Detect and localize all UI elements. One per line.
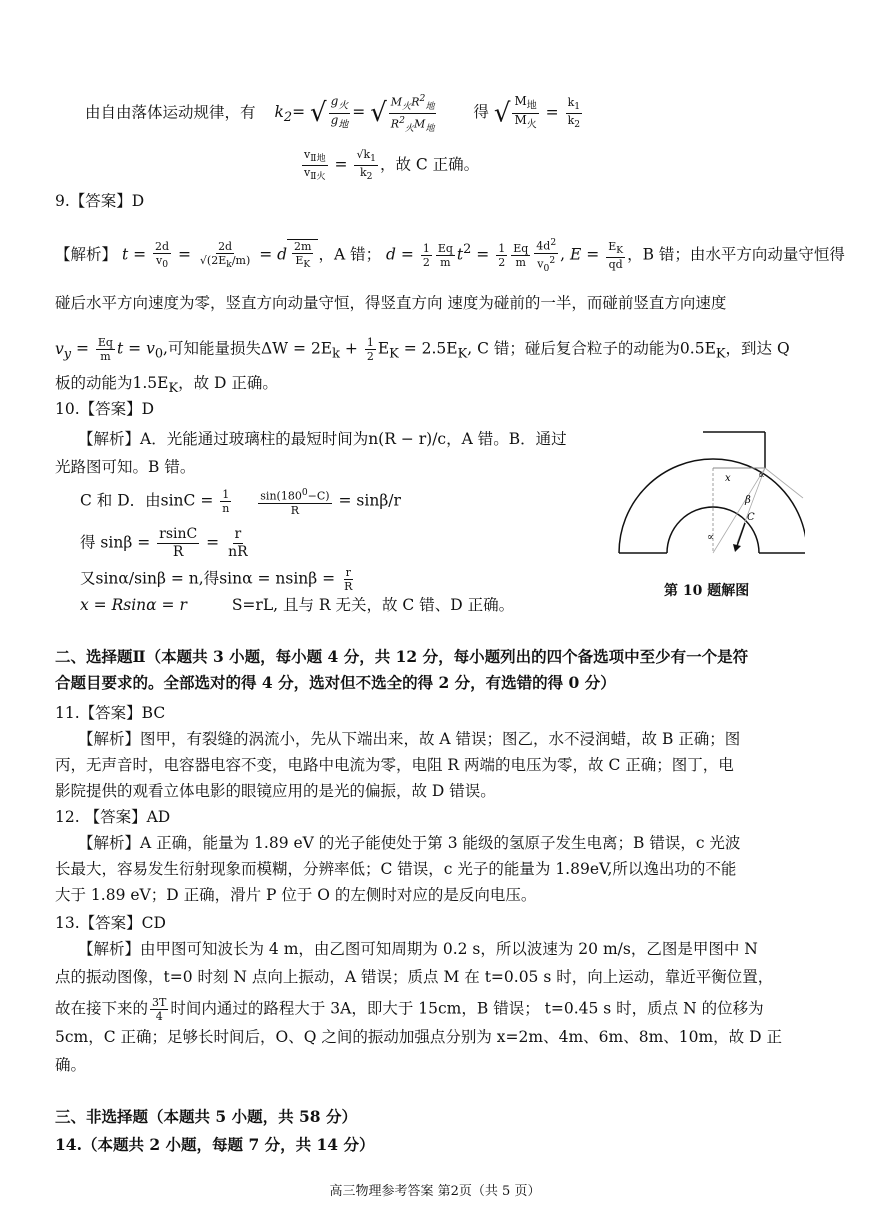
section2-heading-1: 二、选择题Ⅱ（本题共 3 小题，每小题 4 分，共 12 分，每小题列出的四个备选项中至少有一个是符: [55, 647, 749, 666]
q10-figure: [615, 428, 805, 568]
q10-explain-3: C 和 D．由sinC = $\frac{1}{n}$ $\frac{\sin(180^0-C)}{R}$ = sinβ/r: [80, 487, 401, 517]
q13-explain-4: 5cm，C 正确；足够长时间后，O、Q 之间的振动加强点分别为 x=2m、4m、6m、8m、10m，故 D 正: [55, 1028, 782, 1046]
q9-answer: 9.【答案】D: [55, 192, 145, 210]
q11-explain-3: 影院提供的观看立体电影的眼镜应用的是光的偏振，故 D 错误。: [55, 782, 496, 800]
q9-explain-4: 板的动能为$1.5E_K$，故 D 正确。: [55, 374, 278, 397]
q10-explain-6: x = Rsinα = r S=rL, 且与 R 无关，故 C 错、D 正确。: [80, 596, 515, 614]
q9-explain-2: 碰后水平方向速度为零，竖直方向动量守恒，得竖直方向 速度为碰前的一半，而碰前竖直方向速度: [55, 294, 727, 312]
svg-text:C: C: [747, 512, 755, 523]
q10-explain-4: 得 sinβ = $\frac{rsinC}{R}$ = $\frac{r}{nR}$: [80, 526, 248, 560]
svg-text:β: β: [745, 495, 751, 506]
q12-explain-1: 【解析】A 正确，能量为 1.89 eV 的光子能使处于第 3 能级的氢原子发生电离；B 错误，c 光波: [78, 834, 741, 852]
q11-explain-1: 【解析】图甲，有裂缝的涡流小，先从下端出来，故 A 错误；图乙，水不浸润蜡，故 B 正确；图: [78, 730, 741, 748]
q14-heading: 14.（本题共 2 小题，每题 7 分，共 14 分）: [55, 1135, 375, 1154]
q13-explain-1: 【解析】由甲图可知波长为 4 m，由乙图可知周期为 0.2 s，所以波速为 20 m/s，乙图是甲图中 N: [78, 940, 758, 958]
q13-explain-2: 点的振动图像，t=0 时刻 N 点向上振动，A 错误；质点 M 在 t=0.05 s 时，向上运动，靠近平衡位置，: [55, 968, 774, 986]
q12-explain-2: 长最大，容易发生衍射现象而模糊，分辨率低；C 错误，c 光子的能量为 1.89eV,所以逸出功的不能: [55, 860, 737, 878]
q10-explain-2: 光路图可知。B 错。: [55, 458, 196, 476]
q13-explain-5: 确。: [55, 1056, 87, 1074]
velocity-ratio: $\frac{v_{Ⅱ地}}{v_{Ⅱ火}}$ = $\frac{√k_1}{k_2}$ ，故 C 正确。: [304, 148, 480, 183]
q13-answer: 13.【答案】CD: [55, 914, 166, 932]
free-fall-intro: 由自由落体运动规律，有 $k_2=$ √ $\frac{g_火}{g_地}$ = √ $\frac{M_火R^2_地}{R^2_火M_地}$ 得 √ $\frac{M_地}{M_火}$ = $\frac{k_1}{k_2}$: [85, 93, 581, 134]
q9-explain-3: $v_y$ = $\frac{Eq}{m}$ $t = v_0$,可知能量损失$\Delta W = 2E_k$ + $\frac{1}{2}$ $E_K = 2.5E_K$, C 错；碰后复合粒子的动能为$0.5E_K$，到达 Q: [55, 336, 790, 363]
q11-explain-2: 丙，无声音时，电容器电容不变，电路中电流为零，电阻 R 两端的电压为零，故 C 正确；图丁，电: [55, 756, 734, 774]
q10-explain-5: 又sinα/sinβ = n,得sinα = nsinβ = $\frac{r}{R}$: [80, 566, 353, 593]
section2-heading-2: 合题目要求的。全部选对的得 4 分，选对但不选全的得 2 分，有选错的得 0 分）: [55, 673, 616, 692]
q12-explain-3: 大于 1.89 eV；D 正确，滑片 P 位于 O 的左侧时对应的是反向电压。: [55, 886, 537, 904]
page-footer: 高三物理参考答案 第2页（共 5 页）: [329, 1184, 541, 1199]
q10-answer: 10.【答案】D: [55, 400, 155, 418]
q11-answer: 11.【答案】BC: [55, 704, 166, 722]
k2-formula: $k_2=$ √ $\frac{g_火}{g_地}$ = √ $\frac{M_火R^2_地}{R^2_火M_地}$: [274, 93, 435, 134]
svg-text:∝: ∝: [707, 532, 714, 543]
q9-explain-1: 【解析】 t = $\frac{2d}{v_0}$ = $\frac{2d}{√(2E_k/m)}$ = d $\frac{2m}{E_K}$ ，A 错； d = $\frac{1}{2}$ $\frac{Eq}{m}$ $t^2$ = $\frac{1}{2}$ $\frac{Eq}{m}$ $\frac{4d^2}{v_0^2}$ , E = $\frac{E_K}{qd}$ ，B 错；由水平方向动量守恒得: [55, 237, 845, 274]
q10-figure-caption: 第 10 题解图: [664, 583, 750, 599]
q13-explain-3: 故在接下来的 $\frac{3T}{4}$ 时间内通过的路程大于 3A，即大于 15cm，B 错误； t=0.45 s 时，质点 N 的位移为: [55, 996, 764, 1023]
q10-explain-1: 【解析】A．光能通过玻璃柱的最短时间为n(R − r)/c，A 错。B．通过: [78, 430, 567, 448]
svg-text:x: x: [725, 473, 731, 484]
svg-text:∝: ∝: [758, 470, 765, 481]
section3-heading: 三、非选择题（本题共 5 小题，共 58 分）: [55, 1107, 357, 1126]
q12-answer: 12. 【答案】AD: [55, 808, 171, 826]
